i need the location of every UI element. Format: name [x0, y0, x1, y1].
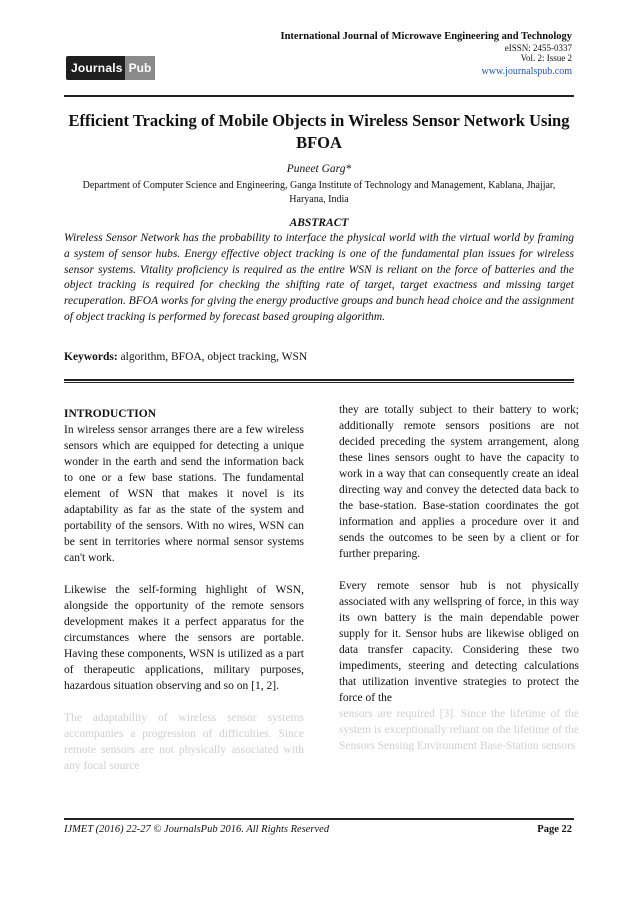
paragraph-faded: sensors are required [3]. Since the lifetime of the system is exceptionally reliant on the lifetime of the Sensors Sensing Environment Base-Station sensors [339, 708, 579, 752]
right-column [339, 402, 579, 754]
footer-divider [64, 818, 574, 820]
journal-volume: Vol. 2: Issue 2 [520, 53, 572, 64]
paragraph-faded: The adaptability of wireless sensor systems accompanies a progression of difficulties. Since remote sensors are not physically associated with any focal source [64, 712, 304, 772]
logo-text-journals: Journals [71, 61, 123, 75]
paragraph: In wireless sensor arranges there are a few wireless sensors which are equipped for detecting a unique wonder in the earth and send the information back to one or a few base stations. The fundamental element of WSN that makes it novel is its adaptability as far as the state of the system and portability of the sensors. With no wires, WSN can be sent in territories where normal sensor systems can't work. [64, 424, 304, 564]
journal-url: www.journalspub.com [481, 65, 572, 77]
header-divider [64, 95, 574, 97]
logo-text-pub: Pub [125, 56, 156, 80]
article-title: Efficient Tracking of Mobile Objects in Wireless Sensor Network Using BFOA [68, 111, 570, 152]
introduction-heading: INTRODUCTION [64, 408, 157, 420]
abstract-divider [64, 379, 574, 383]
author-affiliation: Department of Computer Science and Engineering, Ganga Institute of Technology and Management, Kablana, Jhajjar, Haryana, India [82, 180, 556, 205]
paragraph: Every remote sensor hub is not physically associated with any wellspring of force, in this way its own battery is the main dependable power supply for it. Sensor hubs are likewise obliged on data transfer capacity. Considering these two impediments, steering and detecting calculations that utilization inventive strategies to protect the force of the [339, 580, 579, 704]
article-author: Puneet Garg* [286, 163, 352, 175]
abstract-heading: ABSTRACT [289, 217, 349, 229]
left-column [64, 406, 304, 774]
journalspub-logo [66, 56, 152, 80]
keywords-label: Keywords: [64, 351, 118, 363]
keywords-list: algorithm, BFOA, object tracking, WSN [120, 351, 308, 363]
journal-name: International Journal of Microwave Engineering and Technology [280, 31, 572, 42]
abstract-text: Wireless Sensor Network has the probability to interface the physical world with the virtual world by framing a system of sensor hubs. Energy effective object tracking is one of the fundamental plan issues for wireless sensor systems. Vitality proficiency is required as the entire WSN is reliant on the force of batteries and the object tracking is required for checking the shifting rate of target, target exactness and missing target recuperation. BFOA works for giving the energy productive groups and bunch head choice and the assignment of object tracking is performed by forecast based grouping algorithm. [64, 232, 574, 323]
keywords-line [64, 351, 574, 363]
paragraph: they are totally subject to their battery to work; additionally remote sensors positions are not decided preceding the system arrangement, along these lines sensors ought to have the capacity to work in a way that can consequently create an ideal directing way and convey the detected data back to the base-station. Base-station coordinates the got information and applies a procedure over it and sends the outcomes to be seen by a client or for further preparing. [339, 404, 579, 560]
paragraph: Likewise the self-forming highlight of WSN, alongside the opportunity of the remote sensors development makes it a perfect apparatus for the circumstances where the sensors are portable. Having these components, WSN is utilized as a part of therapeutic applications, military purposes, hazardous situation observing and so on [1, 2]. [64, 584, 304, 692]
page-number: Page 22 [537, 824, 572, 835]
journal-info [281, 31, 573, 77]
journal-issn: eISSN: 2455-0337 [504, 43, 572, 54]
footer-citation: IJMET (2016) 22-27 © JournalsPub 2016. All Rights Reserved [64, 824, 330, 835]
